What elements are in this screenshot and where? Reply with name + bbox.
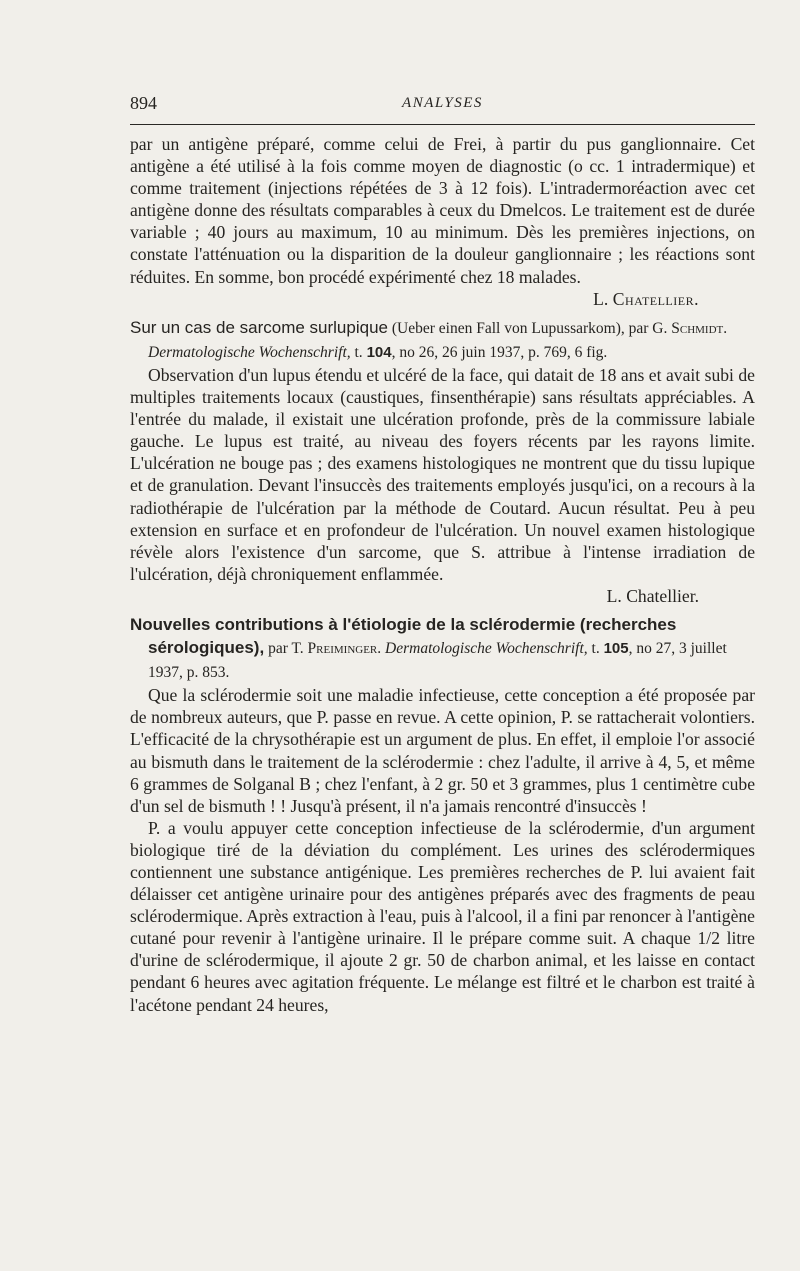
article2-t: t.	[350, 343, 367, 361]
article1-signature	[130, 288, 755, 310]
signature-name: Chatellier.	[612, 288, 699, 309]
page-header	[130, 92, 755, 120]
article2-title: Sur un cas de sarcome surlupique	[130, 317, 388, 337]
article2-volume: 104	[366, 343, 392, 361]
article3-heading	[130, 613, 755, 684]
document-page	[130, 92, 755, 1016]
article2-details: , no 26, 26 juin 1937, p. 769, 6 fig.	[391, 343, 608, 361]
article3-title: Nouvelles contributions à l'étiologie de la sclérodermie (recherches sérologiques),	[130, 614, 677, 658]
article2-author: Schmidt.	[671, 319, 728, 337]
article3-t: t.	[587, 640, 604, 658]
article3-details: , no 27, 3 juillet 1937, p. 853.	[148, 640, 727, 682]
signature-initial: L.	[593, 288, 613, 309]
article2-heading	[130, 316, 755, 364]
article3-author: Preiminger.	[307, 640, 382, 658]
article2-body: Observation d'un lupus étendu et ulcéré de la face, qui datait de 18 ans et avait subi de multiples traitements locaux (caustiques, finsenthérapie) sans résultats appréciables. A l'entrée du malade, il existait une ulcération profonde, près de la commissure labiale gauche. Le lupus est traité, au niveau des foyers récents par les rayons limite. L'ulcération ne bouge pas ; des examens histologiques ne montrent que du tissu lupique et de granulation. Devant l'insuccès des traitements employés jusqu'ici, on a recours à la radiothérapie de l'ulcération par la méthode de Coutard. Aucun résultat. Peu à peu extension en surface et en profondeur de l'ulcération. Un nouvel examen histologique révèle alors l'existence d'un sarcome, que S. attribue à l'intense irradiation de l'ulcération, déjà chroniquement enflammée.	[130, 364, 755, 584]
article3-volume: 105	[603, 640, 629, 658]
article2-by: par G.	[624, 319, 672, 337]
article3-by: par T.	[264, 640, 308, 658]
article2-original-title: (Ueber einen Fall von Lupussarkom),	[387, 319, 625, 337]
page-number: 894	[130, 93, 157, 113]
article3-paragraph-2: P. a voulu appuyer cette conception infectieuse de la sclérodermie, d'un argument biologique tiré de la déviation du complément. Les urines des sclérodermiques contiennent une substance antigénique. Les premières recherches de P. lui avaient fait délaisser cet antigène urinaire pour des antigènes préparés avec des fragments de peau sclérodermique. Après extraction à l'eau, puis à l'alcool, il a fini par renoncer à l'antigène cutané pour revenir à l'antigène urinaire. Il le prépare comme suit. A chaque 1/2 litre d'urine de sclérodermique, il ajoute 2 gr. 50 de charbon animal, et les laisse en contact pendant 6 heures avec agitation fréquente. Le mélange est filtré et le charbon est traité à l'acétone pendant 24 heures,	[130, 817, 755, 1015]
article2-signature: L. Chatellier.	[606, 585, 699, 606]
header-rule	[130, 124, 755, 125]
article3-paragraph-1: Que la sclérodermie soit une maladie infectieuse, cette conception a été proposée par de nombreux auteurs, que P. passe en revue. A cette opinion, P. se rattacherait volontiers. L'efficacité de la chrysothérapie est un argument de plus. En effet, il emploie l'or associé au bismuth dans le traitement de la sclérodermie : chez l'adulte, il arrive à 4, 5, et même 6 grammes de Solganal B ; chez l'enfant, à 2 gr. 50 et 3 grammes, plus 1 centimètre cube d'un sel de bismuth ! ! Jusqu'à présent, il n'a jamais rencontré d'insuccès !	[130, 685, 755, 816]
running-title: ANALYSES	[402, 95, 483, 111]
article2-journal: Dermatologische Wochenschrift,	[148, 343, 351, 361]
article3-journal: Dermatologische Wochenschrift,	[381, 640, 588, 658]
article1-body: par un antigène préparé, comme celui de Frei, à partir du pus ganglionnaire. Cet antigène a été utilisé à la fois comme moyen de diagnostic (o cc. 1 intradermique) et comme traitement (injections répétées de 3 à 12 fois). L'intradermoréaction avec cet antigène donne des résultats comparables à ceux du Dmelcos. Le traitement est de durée variable ; 40 jours au maximum, 10 au minimum. Dès les premières injections, on constate l'atténuation ou la disparition de la douleur ganglionnaire ; les réactions sont réduites. En somme, bon procédé expérimenté chez 18 malades.	[130, 134, 755, 287]
